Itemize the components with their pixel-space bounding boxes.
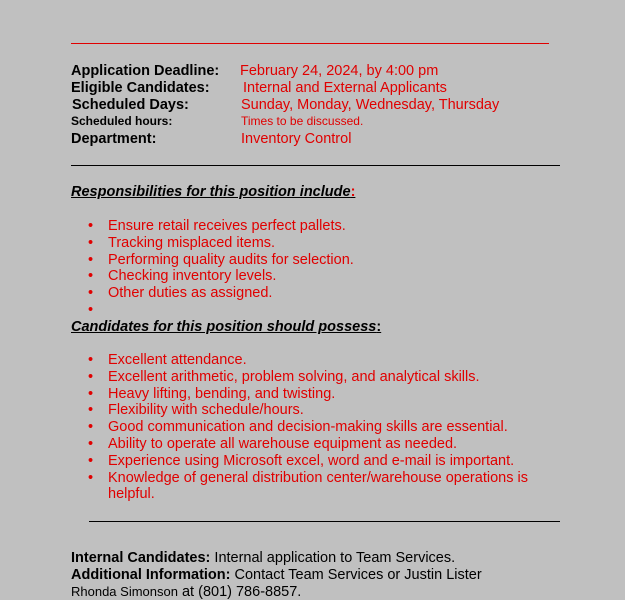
list-item: • Heavy lifting, bending, and twisting.: [88, 386, 528, 403]
deadline-label: Application Deadline:: [71, 63, 220, 79]
qualifications-heading: [71, 319, 381, 335]
internal-value: Internal application to Team Services.: [210, 550, 456, 566]
qualifications-list: [88, 352, 528, 503]
contact-name: Rhonda Simonson: [71, 584, 178, 599]
additional-info-line: [71, 567, 482, 583]
footer-divider: [89, 521, 560, 522]
list-item: • Tracking misplaced items.: [88, 235, 528, 252]
additional-value: Contact Team Services or Justin Lister: [230, 567, 482, 583]
internal-candidates-line: [71, 550, 455, 566]
list-item: • Flexibility with schedule/hours.: [88, 402, 528, 419]
list-item: • Performing quality audits for selection.: [88, 252, 528, 269]
responsibilities-list: [88, 218, 528, 319]
responsibilities-heading-colon: :: [350, 184, 356, 200]
deadline-value: February 24, 2024, by 4:00 pm: [240, 63, 439, 79]
internal-label: Internal Candidates:: [71, 550, 211, 566]
list-item: • Excellent arithmetic, problem solving, and analytical skills.: [88, 369, 528, 386]
list-item: • Knowledge of general distribution center/warehouse operations is helpful.: [88, 470, 528, 504]
contact-line: [71, 584, 301, 600]
list-item: • Good communication and decision-making skills are essential.: [88, 419, 528, 436]
qualifications-heading-text: Candidates for this position should possess: [71, 319, 377, 335]
list-item: [88, 302, 528, 319]
eligible-value: Internal and External Applicants: [243, 80, 447, 96]
days-value: Sunday, Monday, Wednesday, Thursday: [241, 97, 500, 113]
contact-phone: at (801) 786-8857.: [177, 584, 302, 600]
hours-label: Scheduled hours:: [71, 114, 173, 128]
list-item: • Ensure retail receives perfect pallets.: [88, 218, 528, 235]
department-label: Department:: [71, 131, 157, 147]
list-item: • Excellent attendance.: [88, 352, 528, 369]
eligible-label: Eligible Candidates:: [71, 80, 210, 96]
list-item: • Experience using Microsoft excel, word and e-mail is important.: [88, 453, 528, 470]
list-item: • Ability to operate all warehouse equipment as needed.: [88, 436, 528, 453]
department-value: Inventory Control: [241, 131, 352, 147]
list-item: • Other duties as assigned.: [88, 285, 528, 302]
additional-label: Additional Information:: [71, 567, 231, 583]
qualifications-heading-colon: :: [376, 319, 382, 335]
days-label: Scheduled Days:: [72, 97, 189, 113]
hours-value: Times to be discussed.: [241, 114, 364, 128]
details-divider: [71, 165, 560, 166]
responsibilities-heading: [71, 184, 355, 200]
list-item: • Checking inventory levels.: [88, 268, 528, 285]
top-divider: [71, 43, 549, 44]
responsibilities-heading-text: Responsibilities for this position include: [71, 184, 351, 200]
